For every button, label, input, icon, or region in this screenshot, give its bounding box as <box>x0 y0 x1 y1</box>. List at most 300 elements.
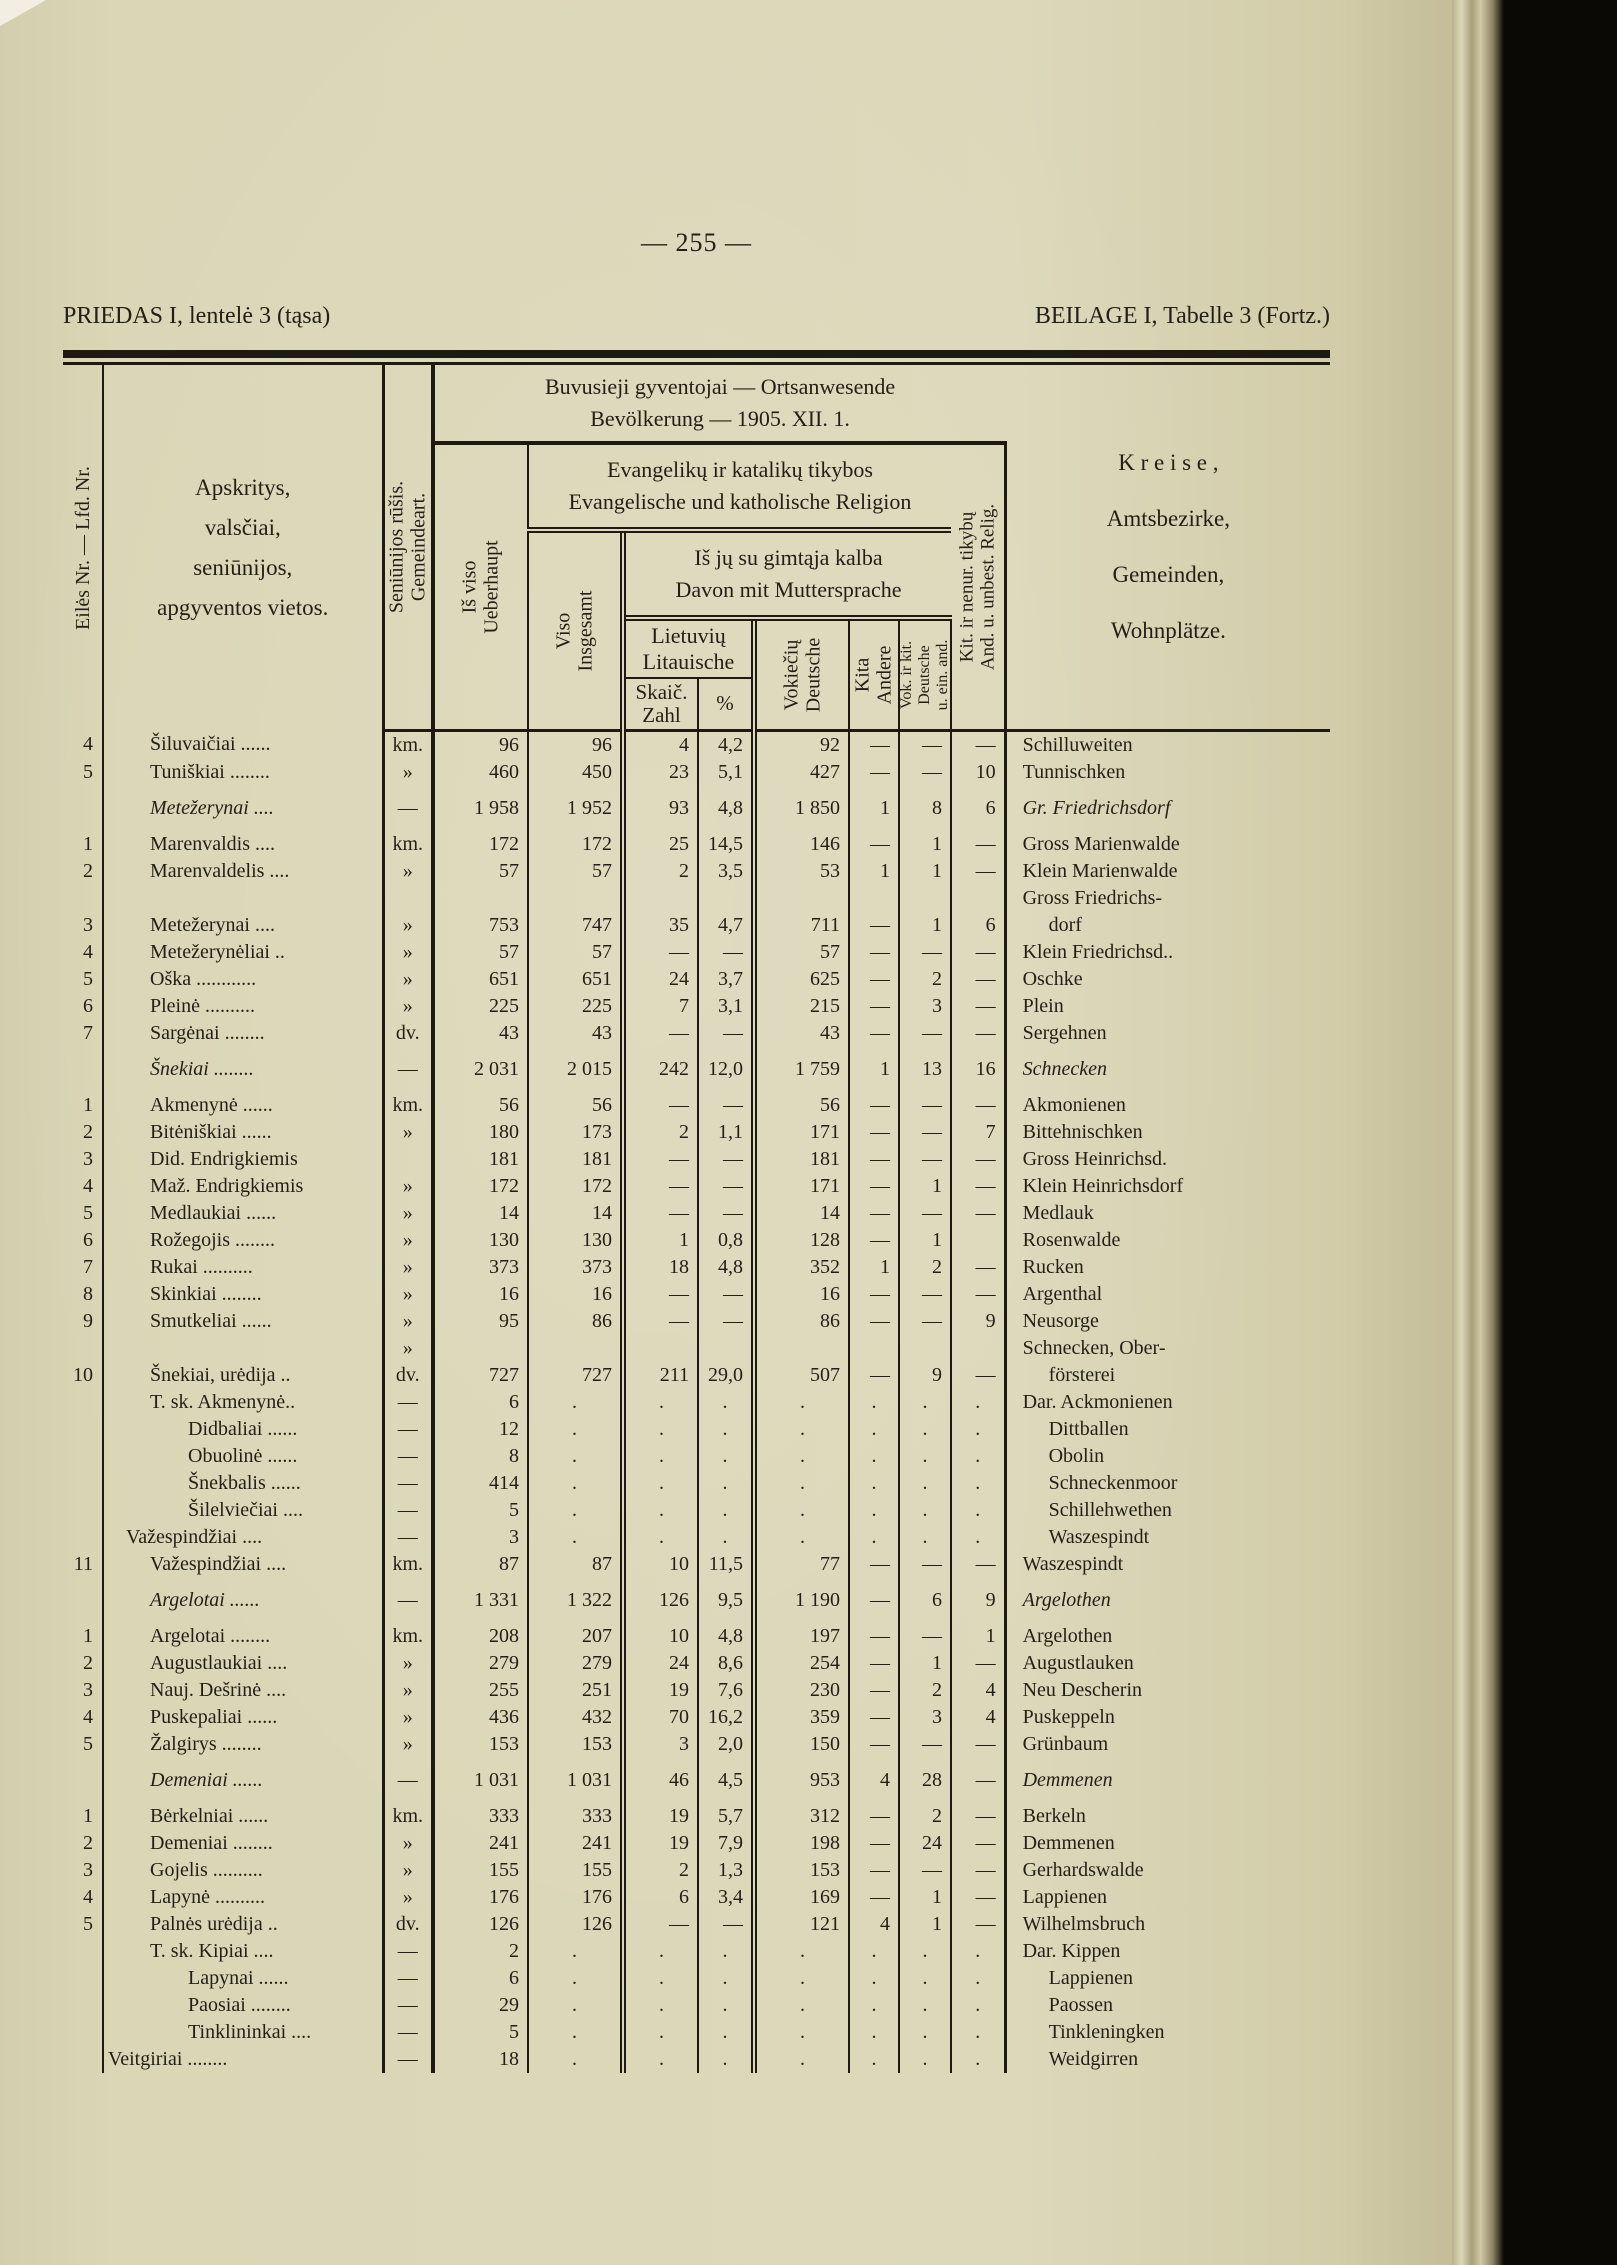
cell-place-name: Rožegojis ........ <box>103 1227 383 1254</box>
header-places-column: Apskritys, valsčiai, seniūnijos, apgyventos vietos. <box>103 365 383 731</box>
cell-row-number <box>63 1443 103 1470</box>
cell-german-name: Lappienen <box>1048 1967 1134 1989</box>
cell-other-religion <box>951 1335 1005 1362</box>
scan-corner-mark <box>0 0 46 26</box>
table-row <box>63 1470 1330 1497</box>
cell-count <box>623 885 698 912</box>
table-row <box>63 1308 1330 1335</box>
cell-german-lang: . <box>754 1389 849 1416</box>
cell-german-name: Schneckenmoor <box>1048 1472 1178 1494</box>
cell-gemeindeart: » <box>383 858 433 885</box>
cell-percent: 7,9 <box>698 1830 754 1857</box>
cell-percent: 1,1 <box>698 1119 754 1146</box>
cell-german-and-other: — <box>899 1614 951 1650</box>
cell-percent: . <box>698 1470 754 1497</box>
cell-percent: — <box>698 1308 754 1335</box>
cell-row-number: 4 <box>63 939 103 966</box>
cell-german-name: Medlauk <box>1022 1202 1094 1224</box>
cell-other-lang: 4 <box>849 1758 899 1794</box>
cell-total: 255 <box>433 1677 528 1704</box>
cell-count: 70 <box>623 1704 698 1731</box>
caption-right: BEILAGE I, Tabelle 3 (Fortz.) <box>1034 303 1330 329</box>
cell-gemeindeart: — <box>383 786 433 822</box>
cell-place-name: Šnekiai ........ <box>103 1047 383 1083</box>
cell-german-and-other: 1 <box>899 1173 951 1200</box>
cell-viso: . <box>528 1443 623 1470</box>
cell-other-lang: . <box>849 1992 899 2019</box>
cell-other-religion: — <box>951 1911 1005 1938</box>
cell-german-lang: 181 <box>754 1146 849 1173</box>
cell-gemeindeart: » <box>383 759 433 786</box>
table-row <box>63 1119 1330 1146</box>
cell-other-lang: 1 <box>849 786 899 822</box>
cell-count: . <box>623 1443 698 1470</box>
cell-viso: . <box>528 1965 623 1992</box>
cell-gemeindeart <box>383 885 433 912</box>
cell-german-and-other: 1 <box>899 1227 951 1254</box>
cell-german-and-other: . <box>899 1443 951 1470</box>
cell-row-number: 3 <box>63 1677 103 1704</box>
cell-german-and-other: 1 <box>899 822 951 858</box>
cell-total: 6 <box>433 1389 528 1416</box>
cell-place-name: Šiluvaičiai ...... <box>103 731 383 760</box>
cell-german-lang: 359 <box>754 1704 849 1731</box>
cell-row-number: 3 <box>63 1146 103 1173</box>
cell-place-name: Puskepaliai ...... <box>103 1704 383 1731</box>
table-row <box>63 2046 1330 2073</box>
cell-viso: 2 015 <box>528 1047 623 1083</box>
cell-other-religion: 7 <box>951 1119 1005 1146</box>
cell-german-and-other: 1 <box>899 1650 951 1677</box>
cell-count: 3 <box>623 1731 698 1758</box>
cell-viso: 225 <box>528 993 623 1020</box>
cell-german-lang: 711 <box>754 912 849 939</box>
page-number: — 255 — <box>641 228 752 257</box>
cell-row-number: 11 <box>63 1551 103 1578</box>
cell-other-lang: — <box>849 1704 899 1731</box>
cell-place-name: Tinklininkai .... <box>103 2019 383 2046</box>
cell-gemeindeart: » <box>383 1200 433 1227</box>
cell-total: 14 <box>433 1200 528 1227</box>
cell-other-religion: . <box>951 2046 1005 2073</box>
header-other-language-column: Kita Andere <box>849 618 899 731</box>
cell-german-and-other: — <box>899 939 951 966</box>
cell-total: 29 <box>433 1992 528 2019</box>
cell-total: 1 031 <box>433 1758 528 1794</box>
cell-place-name: Nauj. Dešrinė .... <box>103 1677 383 1704</box>
cell-percent: 12,0 <box>698 1047 754 1083</box>
cell-row-number: 1 <box>63 822 103 858</box>
cell-viso: 57 <box>528 858 623 885</box>
cell-total: 208 <box>433 1614 528 1650</box>
cell-german-name: Obolin <box>1048 1445 1105 1467</box>
cell-row-number <box>63 1470 103 1497</box>
cell-german-name: Demmenen <box>1022 1769 1113 1791</box>
cell-place-name: Sargėnai ........ <box>103 1020 383 1047</box>
cell-german-and-other: 1 <box>899 858 951 885</box>
cell-viso: 86 <box>528 1308 623 1335</box>
cell-percent: 3,4 <box>698 1884 754 1911</box>
cell-german-name: Waszespindt <box>1048 1526 1150 1548</box>
cell-viso: 172 <box>528 1173 623 1200</box>
cell-other-lang: — <box>849 1020 899 1047</box>
cell-other-religion: — <box>951 966 1005 993</box>
cell-total: 8 <box>433 1443 528 1470</box>
cell-row-number: 1 <box>63 1083 103 1119</box>
table-row <box>63 1857 1330 1884</box>
cell-total: 57 <box>433 939 528 966</box>
cell-gemeindeart: — <box>383 2046 433 2073</box>
cell-other-lang: . <box>849 1416 899 1443</box>
cell-german-lang: 53 <box>754 858 849 885</box>
cell-german-name: Oschke <box>1022 968 1083 990</box>
cell-percent: . <box>698 2019 754 2046</box>
cell-german-lang: 427 <box>754 759 849 786</box>
cell-row-number <box>63 1335 103 1362</box>
cell-german-and-other: . <box>899 1965 951 1992</box>
cell-gemeindeart: km. <box>383 822 433 858</box>
cell-gemeindeart: » <box>383 912 433 939</box>
cell-viso: . <box>528 1389 623 1416</box>
cell-german-name: Grünbaum <box>1022 1733 1109 1755</box>
cell-other-lang: — <box>849 1551 899 1578</box>
cell-viso: 155 <box>528 1857 623 1884</box>
cell-other-religion: — <box>951 1830 1005 1857</box>
cell-german-lang: 171 <box>754 1173 849 1200</box>
cell-viso <box>528 1335 623 1362</box>
cell-total: 96 <box>433 731 528 760</box>
cell-total: 5 <box>433 1497 528 1524</box>
table-row <box>63 1362 1330 1389</box>
cell-german-lang: 57 <box>754 939 849 966</box>
cell-viso: . <box>528 1416 623 1443</box>
cell-percent: 4,2 <box>698 731 754 760</box>
cell-place-name: Šnekiai, urėdija .. <box>103 1362 383 1389</box>
cell-other-lang: — <box>849 1227 899 1254</box>
cell-german-and-other: — <box>899 1281 951 1308</box>
cell-german-name: Akmonienen <box>1022 1094 1126 1116</box>
cell-other-lang: . <box>849 1938 899 1965</box>
cell-row-number: 5 <box>63 759 103 786</box>
cell-total: 43 <box>433 1020 528 1047</box>
cell-percent: . <box>698 2046 754 2073</box>
cell-count: . <box>623 1497 698 1524</box>
cell-viso: 57 <box>528 939 623 966</box>
cell-gemeindeart: » <box>383 1254 433 1281</box>
cell-percent: . <box>698 1938 754 1965</box>
cell-count: 19 <box>623 1677 698 1704</box>
cell-row-number: 4 <box>63 731 103 760</box>
cell-row-number <box>63 1389 103 1416</box>
cell-german-name: Tunnischken <box>1022 761 1126 783</box>
cell-german-lang: 197 <box>754 1614 849 1650</box>
cell-total: 436 <box>433 1704 528 1731</box>
cell-german-name: Sergehnen <box>1022 1022 1107 1044</box>
cell-german-name: Wilhelmsbruch <box>1022 1913 1146 1935</box>
cell-german-lang: . <box>754 1965 849 1992</box>
cell-german-and-other: . <box>899 1992 951 2019</box>
cell-german-name: Rucken <box>1022 1256 1084 1278</box>
cell-gemeindeart: — <box>383 2019 433 2046</box>
table-row <box>63 1524 1330 1551</box>
cell-total: 225 <box>433 993 528 1020</box>
cell-other-religion: — <box>951 858 1005 885</box>
cell-viso: 43 <box>528 1020 623 1047</box>
cell-german-and-other: . <box>899 2046 951 2073</box>
table-row <box>63 1416 1330 1443</box>
table-row <box>63 759 1330 786</box>
cell-other-lang: 1 <box>849 1254 899 1281</box>
header-kreise-column: K r e i s e , Amtsbezirke, Gemeinden, Wohnplätze. <box>1005 365 1330 731</box>
cell-gemeindeart: — <box>383 1497 433 1524</box>
table-row <box>63 1443 1330 1470</box>
cell-count: . <box>623 1965 698 1992</box>
table-row <box>63 966 1330 993</box>
cell-percent: . <box>698 1416 754 1443</box>
cell-gemeindeart: — <box>383 1578 433 1614</box>
cell-german-name: Neu Descherin <box>1022 1679 1143 1701</box>
cell-count: — <box>623 1146 698 1173</box>
cell-place-name <box>103 885 383 912</box>
cell-total: 3 <box>433 1524 528 1551</box>
cell-count: 6 <box>623 1884 698 1911</box>
table-row <box>63 1047 1330 1083</box>
cell-german-lang: . <box>754 2046 849 2073</box>
cell-german-lang: 953 <box>754 1758 849 1794</box>
cell-place-name: Palnės urėdija .. <box>103 1911 383 1938</box>
cell-count: 19 <box>623 1830 698 1857</box>
cell-other-lang: . <box>849 2019 899 2046</box>
cell-total: 16 <box>433 1281 528 1308</box>
cell-other-religion: — <box>951 1857 1005 1884</box>
cell-percent: 14,5 <box>698 822 754 858</box>
cell-other-religion: . <box>951 1497 1005 1524</box>
cell-german-name: Argelothen <box>1022 1625 1113 1647</box>
cell-other-lang <box>849 885 899 912</box>
cell-percent: — <box>698 1083 754 1119</box>
cell-german-name: Klein Marienwalde <box>1022 860 1178 882</box>
cell-other-lang: — <box>849 1578 899 1614</box>
cell-other-lang: — <box>849 993 899 1020</box>
cell-viso: 241 <box>528 1830 623 1857</box>
cell-other-lang: — <box>849 1650 899 1677</box>
cell-percent: 4,7 <box>698 912 754 939</box>
cell-viso: 1 952 <box>528 786 623 822</box>
cell-other-lang: . <box>849 2046 899 2073</box>
cell-german-and-other: — <box>899 1731 951 1758</box>
cell-other-religion: — <box>951 1254 1005 1281</box>
cell-total: 333 <box>433 1794 528 1830</box>
cell-count: . <box>623 2046 698 2073</box>
cell-viso: . <box>528 2046 623 2073</box>
cell-german-and-other: 1 <box>899 1884 951 1911</box>
table-row <box>63 1020 1330 1047</box>
cell-percent: 29,0 <box>698 1362 754 1389</box>
cell-viso: 176 <box>528 1884 623 1911</box>
table-body <box>63 731 1330 2074</box>
cell-german-lang: 230 <box>754 1677 849 1704</box>
cell-other-religion: — <box>951 1758 1005 1794</box>
cell-other-religion: 1 <box>951 1614 1005 1650</box>
cell-percent: . <box>698 1497 754 1524</box>
cell-percent: 3,5 <box>698 858 754 885</box>
table-row <box>63 1704 1330 1731</box>
cell-gemeindeart <box>383 1146 433 1173</box>
cell-german-lang: 153 <box>754 1857 849 1884</box>
cell-viso: 279 <box>528 1650 623 1677</box>
cell-german-lang: . <box>754 1443 849 1470</box>
cell-place-name: Važespindžiai .... <box>103 1524 383 1551</box>
cell-percent: 8,6 <box>698 1650 754 1677</box>
table-row <box>63 1758 1330 1794</box>
cell-german-lang: . <box>754 2019 849 2046</box>
table-row <box>63 993 1330 1020</box>
cell-german-name: försterei <box>1048 1364 1116 1386</box>
cell-total: 172 <box>433 1173 528 1200</box>
cell-german-name: Paossen <box>1048 1994 1114 2016</box>
cell-count: 46 <box>623 1758 698 1794</box>
cell-row-number: 2 <box>63 1830 103 1857</box>
cell-other-lang: 1 <box>849 858 899 885</box>
cell-percent: 1,3 <box>698 1857 754 1884</box>
cell-other-lang: — <box>849 1119 899 1146</box>
cell-other-lang: . <box>849 1443 899 1470</box>
cell-row-number: 8 <box>63 1281 103 1308</box>
cell-place-name: T. sk. Akmenynė.. <box>103 1389 383 1416</box>
cell-count: — <box>623 939 698 966</box>
cell-viso: 747 <box>528 912 623 939</box>
cell-german-name: Schillehwethen <box>1048 1499 1172 1521</box>
cell-count: . <box>623 1992 698 2019</box>
cell-viso: . <box>528 1524 623 1551</box>
cell-german-lang: 1 759 <box>754 1047 849 1083</box>
cell-row-number <box>63 1047 103 1083</box>
cell-viso: . <box>528 1992 623 2019</box>
cell-total: 57 <box>433 858 528 885</box>
cell-other-religion: 6 <box>951 912 1005 939</box>
cell-row-number: 5 <box>63 966 103 993</box>
cell-other-lang <box>849 1335 899 1362</box>
cell-german-lang: 215 <box>754 993 849 1020</box>
cell-total: 180 <box>433 1119 528 1146</box>
table-row <box>63 1578 1330 1614</box>
cell-count: 10 <box>623 1614 698 1650</box>
cell-total: 181 <box>433 1146 528 1173</box>
cell-other-lang: . <box>849 1497 899 1524</box>
cell-percent: 7,6 <box>698 1677 754 1704</box>
cell-total: 153 <box>433 1731 528 1758</box>
cell-count: 10 <box>623 1551 698 1578</box>
cell-percent: 9,5 <box>698 1578 754 1614</box>
cell-place-name: Maž. Endrigkiemis <box>103 1173 383 1200</box>
cell-gemeindeart: » <box>383 1857 433 1884</box>
cell-gemeindeart: — <box>383 1524 433 1551</box>
cell-percent: . <box>698 1389 754 1416</box>
cell-german-name: Klein Heinrichsdorf <box>1022 1175 1184 1197</box>
cell-total: 241 <box>433 1830 528 1857</box>
cell-gemeindeart: » <box>383 1173 433 1200</box>
cell-other-lang: . <box>849 1389 899 1416</box>
table-top-double-rule <box>63 350 1330 365</box>
statistics-table-wrapper <box>63 350 1330 2073</box>
cell-german-and-other: . <box>899 1389 951 1416</box>
cell-gemeindeart: — <box>383 1416 433 1443</box>
cell-place-name: Metežerynėliai .. <box>103 939 383 966</box>
table-row <box>63 1389 1330 1416</box>
cell-place-name: Marenvaldis .... <box>103 822 383 858</box>
cell-other-religion: — <box>951 1794 1005 1830</box>
cell-german-name: Bittehnischken <box>1022 1121 1143 1143</box>
cell-row-number <box>63 1938 103 1965</box>
cell-viso: 251 <box>528 1677 623 1704</box>
cell-gemeindeart: dv. <box>383 1020 433 1047</box>
table-row <box>63 2019 1330 2046</box>
cell-german-lang: 77 <box>754 1551 849 1578</box>
cell-total: 1 331 <box>433 1578 528 1614</box>
cell-percent: 4,8 <box>698 786 754 822</box>
cell-place-name: Metežerynai .... <box>103 786 383 822</box>
cell-place-name: Did. Endrigkiemis <box>103 1146 383 1173</box>
cell-other-lang: — <box>849 822 899 858</box>
header-viso-column: Viso Insgesamt <box>528 530 623 731</box>
cell-german-and-other: 28 <box>899 1758 951 1794</box>
cell-row-number: 7 <box>63 1254 103 1281</box>
header-gemeindeart-column: Seniūnijos rūšis. Gemeindeart. <box>383 365 433 731</box>
cell-german-name: Gerhardswalde <box>1022 1859 1144 1881</box>
cell-gemeindeart: » <box>383 1227 433 1254</box>
cell-gemeindeart: » <box>383 1119 433 1146</box>
cell-german-and-other: — <box>899 1146 951 1173</box>
cell-other-religion: — <box>951 1083 1005 1119</box>
caption-left: PRIEDAS I, lentelė 3 (tąsa) <box>63 303 331 329</box>
cell-other-religion: . <box>951 1443 1005 1470</box>
cell-other-religion: 9 <box>951 1578 1005 1614</box>
table-row <box>63 1281 1330 1308</box>
header-other-religion-column: Kit. ir nenur. tikybų And. u. unbest. Relig. <box>951 443 1005 731</box>
cell-german-name: Rosenwalde <box>1022 1229 1121 1251</box>
cell-count: . <box>623 1416 698 1443</box>
cell-total: 753 <box>433 912 528 939</box>
table-row <box>63 1884 1330 1911</box>
table-captions <box>63 303 1330 330</box>
cell-count: — <box>623 1020 698 1047</box>
cell-other-lang: — <box>849 1731 899 1758</box>
cell-total: 130 <box>433 1227 528 1254</box>
cell-row-number: 4 <box>63 1884 103 1911</box>
cell-gemeindeart: — <box>383 1470 433 1497</box>
cell-count: . <box>623 2019 698 2046</box>
cell-german-name: Weidgirren <box>1048 2048 1139 2070</box>
cell-gemeindeart: — <box>383 1389 433 1416</box>
cell-place-name: Lapynai ...... <box>103 1965 383 1992</box>
cell-german-name: Gr. Friedrichsdorf <box>1022 797 1171 819</box>
cell-other-lang: — <box>849 1830 899 1857</box>
cell-german-lang: . <box>754 1524 849 1551</box>
cell-percent: — <box>698 939 754 966</box>
cell-german-lang: . <box>754 1470 849 1497</box>
cell-percent: 0,8 <box>698 1227 754 1254</box>
cell-other-religion: — <box>951 939 1005 966</box>
cell-count: 24 <box>623 1650 698 1677</box>
cell-row-number: 5 <box>63 1731 103 1758</box>
cell-other-religion <box>951 885 1005 912</box>
cell-row-number <box>63 2019 103 2046</box>
cell-other-lang: . <box>849 1965 899 1992</box>
cell-row-number: 3 <box>63 912 103 939</box>
header-mother-tongue-span: Iš jų su gimtąja kalba Davon mit Muttersprache <box>623 530 951 618</box>
cell-german-name: Gross Heinrichsd. <box>1022 1148 1168 1170</box>
cell-percent <box>698 1335 754 1362</box>
